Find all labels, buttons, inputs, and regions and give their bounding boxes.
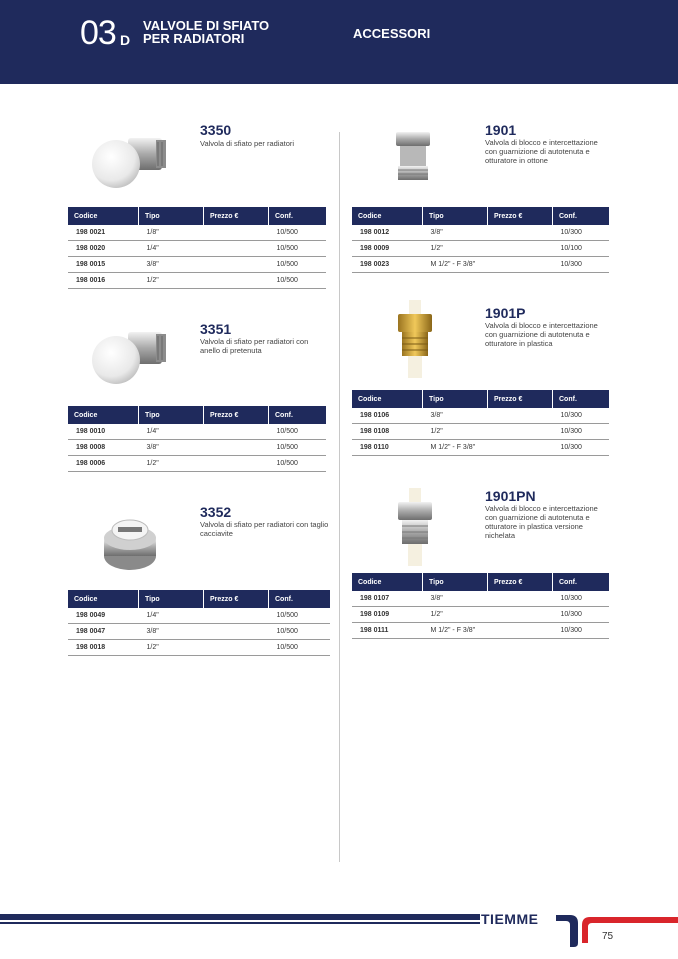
cell-codice: 198 0010 bbox=[68, 424, 139, 440]
cell-tipo: 1/2" bbox=[139, 273, 204, 289]
cell-prezzo bbox=[204, 424, 269, 440]
cell-conf: 10/300 bbox=[553, 607, 610, 623]
cell-tipo: 3/8" bbox=[139, 624, 204, 640]
cell-codice: 198 0023 bbox=[352, 257, 423, 273]
col-prezzo: Prezzo € bbox=[488, 207, 553, 225]
product-description: Valvola di sfiato per radiatori bbox=[200, 139, 295, 148]
table-header-row bbox=[352, 573, 609, 591]
cell-tipo: 1/8" bbox=[139, 225, 204, 241]
cell-codice: 198 0012 bbox=[352, 225, 423, 241]
cell-prezzo bbox=[204, 624, 269, 640]
section-title: ACCESSORI bbox=[353, 26, 431, 41]
cell-conf: 10/500 bbox=[269, 257, 327, 273]
footer-bar-thin bbox=[0, 922, 480, 924]
product-table bbox=[352, 207, 609, 273]
page-number: 75 bbox=[602, 931, 614, 942]
cell-tipo: 1/2" bbox=[423, 607, 488, 623]
product-description: Valvola di sfiato per radiatori con taglio cacciavite bbox=[200, 520, 329, 538]
product-code: 1901 bbox=[485, 122, 517, 138]
table-row bbox=[352, 440, 609, 456]
vent-valve-image bbox=[88, 130, 170, 192]
col-tipo: Tipo bbox=[139, 207, 204, 225]
lockshield-nickel-image bbox=[394, 488, 436, 568]
page-header bbox=[0, 0, 678, 84]
col-conf: Conf. bbox=[553, 207, 610, 225]
cell-conf: 10/500 bbox=[269, 241, 327, 257]
cell-codice: 198 0108 bbox=[352, 424, 423, 440]
table-row bbox=[352, 408, 609, 424]
table-header-row bbox=[68, 406, 326, 424]
product-description: Valvola di blocco e intercettazione con guarnizione di autotenuta e otturatore in plastica bbox=[485, 321, 598, 348]
table-row bbox=[352, 607, 609, 623]
col-conf: Conf. bbox=[269, 406, 327, 424]
screwdriver-vent-image bbox=[100, 512, 160, 574]
cell-prezzo bbox=[204, 225, 269, 241]
table-row bbox=[68, 440, 326, 456]
cell-conf: 10/500 bbox=[269, 624, 331, 640]
cell-prezzo bbox=[488, 607, 553, 623]
cell-codice: 198 0006 bbox=[68, 456, 139, 472]
col-prezzo: Prezzo € bbox=[204, 406, 269, 424]
cell-tipo: 1/4" bbox=[139, 241, 204, 257]
product-code: 3350 bbox=[200, 122, 232, 138]
brand-swoosh-icon bbox=[556, 913, 678, 947]
table-row bbox=[352, 591, 609, 607]
table-row bbox=[68, 273, 326, 289]
cell-tipo: 3/8" bbox=[423, 408, 488, 424]
cell-codice: 198 0049 bbox=[68, 608, 139, 624]
table-row bbox=[68, 640, 330, 656]
cell-tipo: 1/2" bbox=[423, 241, 488, 257]
cell-conf: 10/500 bbox=[269, 608, 331, 624]
cell-prezzo bbox=[488, 241, 553, 257]
cell-tipo: 3/8" bbox=[139, 257, 204, 273]
chapter-letter: D bbox=[120, 32, 131, 48]
brand-logo-text: TIEMME bbox=[481, 911, 539, 927]
product-description: Valvola di blocco e intercettazione con guarnizione di autotenuta e otturatore in plastica versione nichelata bbox=[485, 504, 598, 540]
cell-codice: 198 0107 bbox=[352, 591, 423, 607]
cell-conf: 10/300 bbox=[553, 623, 610, 639]
cell-prezzo bbox=[488, 408, 553, 424]
cell-tipo: 3/8" bbox=[423, 225, 488, 241]
cell-tipo: M 1/2" - F 3/8" bbox=[423, 440, 488, 456]
cell-prezzo bbox=[488, 623, 553, 639]
vent-valve-ring-image bbox=[88, 326, 170, 388]
table-row bbox=[68, 257, 326, 273]
col-prezzo: Prezzo € bbox=[204, 207, 269, 225]
table-header-row bbox=[352, 207, 609, 225]
cell-tipo: 3/8" bbox=[423, 591, 488, 607]
product-code: 1901P bbox=[485, 305, 526, 321]
col-conf: Conf. bbox=[553, 573, 610, 591]
cell-codice: 198 0021 bbox=[68, 225, 139, 241]
product-table bbox=[68, 406, 326, 472]
cell-conf: 10/500 bbox=[269, 225, 327, 241]
cell-prezzo bbox=[204, 640, 269, 656]
cell-tipo: M 1/2" - F 3/8" bbox=[423, 623, 488, 639]
cell-conf: 10/300 bbox=[553, 257, 610, 273]
cell-codice: 198 0015 bbox=[68, 257, 139, 273]
chapter-title bbox=[143, 19, 293, 45]
cell-conf: 10/300 bbox=[553, 225, 610, 241]
product-code: 1901PN bbox=[485, 488, 536, 504]
cell-prezzo bbox=[204, 456, 269, 472]
cell-codice: 198 0111 bbox=[352, 623, 423, 639]
cell-tipo: 1/2" bbox=[139, 456, 204, 472]
cell-prezzo bbox=[488, 424, 553, 440]
chapter-title-line1: VALVOLE DI SFIATO bbox=[143, 18, 270, 33]
cell-prezzo bbox=[488, 591, 553, 607]
col-codice: Codice bbox=[68, 207, 139, 225]
cell-conf: 10/500 bbox=[269, 273, 327, 289]
product-table bbox=[352, 573, 609, 639]
cell-tipo: 1/4" bbox=[139, 608, 204, 624]
cell-conf: 10/300 bbox=[553, 591, 610, 607]
product-table bbox=[68, 207, 326, 289]
col-prezzo: Prezzo € bbox=[488, 573, 553, 591]
col-tipo: Tipo bbox=[139, 406, 204, 424]
table-row bbox=[68, 424, 326, 440]
product-table bbox=[68, 590, 330, 656]
col-conf: Conf. bbox=[269, 207, 327, 225]
cell-codice: 198 0018 bbox=[68, 640, 139, 656]
cell-conf: 10/500 bbox=[269, 440, 327, 456]
cell-prezzo bbox=[204, 257, 269, 273]
table-header-row bbox=[68, 207, 326, 225]
col-conf: Conf. bbox=[269, 590, 331, 608]
cell-codice: 198 0009 bbox=[352, 241, 423, 257]
product-code: 3352 bbox=[200, 504, 232, 520]
col-conf: Conf. bbox=[553, 390, 610, 408]
cell-codice: 198 0020 bbox=[68, 241, 139, 257]
cell-tipo: 1/4" bbox=[139, 424, 204, 440]
lockshield-plastic-image bbox=[394, 300, 436, 380]
footer-bar bbox=[0, 914, 480, 920]
cell-conf: 10/500 bbox=[269, 640, 331, 656]
cell-codice: 198 0047 bbox=[68, 624, 139, 640]
product-description: Valvola di blocco e intercettazione con guarnizione di autotenuta e otturatore in ottone bbox=[485, 138, 598, 165]
cell-tipo: 1/2" bbox=[423, 424, 488, 440]
product-description: Valvola di sfiato per radiatori con anello di pretenuta bbox=[200, 337, 309, 355]
table-row bbox=[68, 456, 326, 472]
cell-prezzo bbox=[204, 608, 269, 624]
cell-codice: 198 0008 bbox=[68, 440, 139, 456]
table-row bbox=[352, 257, 609, 273]
table-row bbox=[352, 225, 609, 241]
cell-conf: 10/300 bbox=[553, 440, 610, 456]
table-header-row bbox=[352, 390, 609, 408]
cell-prezzo bbox=[204, 241, 269, 257]
cell-tipo: M 1/2" - F 3/8" bbox=[423, 257, 488, 273]
table-row bbox=[352, 623, 609, 639]
col-tipo: Tipo bbox=[139, 590, 204, 608]
cell-conf: 10/300 bbox=[553, 408, 610, 424]
col-codice: Codice bbox=[68, 590, 139, 608]
cell-prezzo bbox=[488, 257, 553, 273]
col-codice: Codice bbox=[68, 406, 139, 424]
cell-prezzo bbox=[204, 273, 269, 289]
cell-codice: 198 0106 bbox=[352, 408, 423, 424]
cell-prezzo bbox=[204, 440, 269, 456]
col-codice: Codice bbox=[352, 573, 423, 591]
cell-codice: 198 0109 bbox=[352, 607, 423, 623]
cell-prezzo bbox=[488, 440, 553, 456]
col-prezzo: Prezzo € bbox=[204, 590, 269, 608]
table-row bbox=[68, 241, 326, 257]
column-divider bbox=[339, 132, 340, 862]
chapter-title-line2: PER RADIATORI bbox=[143, 31, 245, 46]
cell-codice: 198 0016 bbox=[68, 273, 139, 289]
table-header-row bbox=[68, 590, 330, 608]
col-tipo: Tipo bbox=[423, 573, 488, 591]
col-prezzo: Prezzo € bbox=[488, 390, 553, 408]
product-table bbox=[352, 390, 609, 456]
lockshield-valve-image bbox=[390, 130, 436, 182]
table-row bbox=[352, 241, 609, 257]
cell-prezzo bbox=[488, 225, 553, 241]
col-codice: Codice bbox=[352, 390, 423, 408]
col-tipo: Tipo bbox=[423, 390, 488, 408]
table-row bbox=[68, 624, 330, 640]
product-code: 3351 bbox=[200, 321, 232, 337]
table-row bbox=[68, 225, 326, 241]
cell-codice: 198 0110 bbox=[352, 440, 423, 456]
cell-tipo: 3/8" bbox=[139, 440, 204, 456]
col-codice: Codice bbox=[352, 207, 423, 225]
table-row bbox=[352, 424, 609, 440]
cell-conf: 10/300 bbox=[553, 424, 610, 440]
cell-conf: 10/500 bbox=[269, 456, 327, 472]
col-tipo: Tipo bbox=[423, 207, 488, 225]
table-row bbox=[68, 608, 330, 624]
cell-conf: 10/500 bbox=[269, 424, 327, 440]
chapter-number: 03 bbox=[80, 14, 116, 52]
cell-tipo: 1/2" bbox=[139, 640, 204, 656]
cell-conf: 10/100 bbox=[553, 241, 610, 257]
